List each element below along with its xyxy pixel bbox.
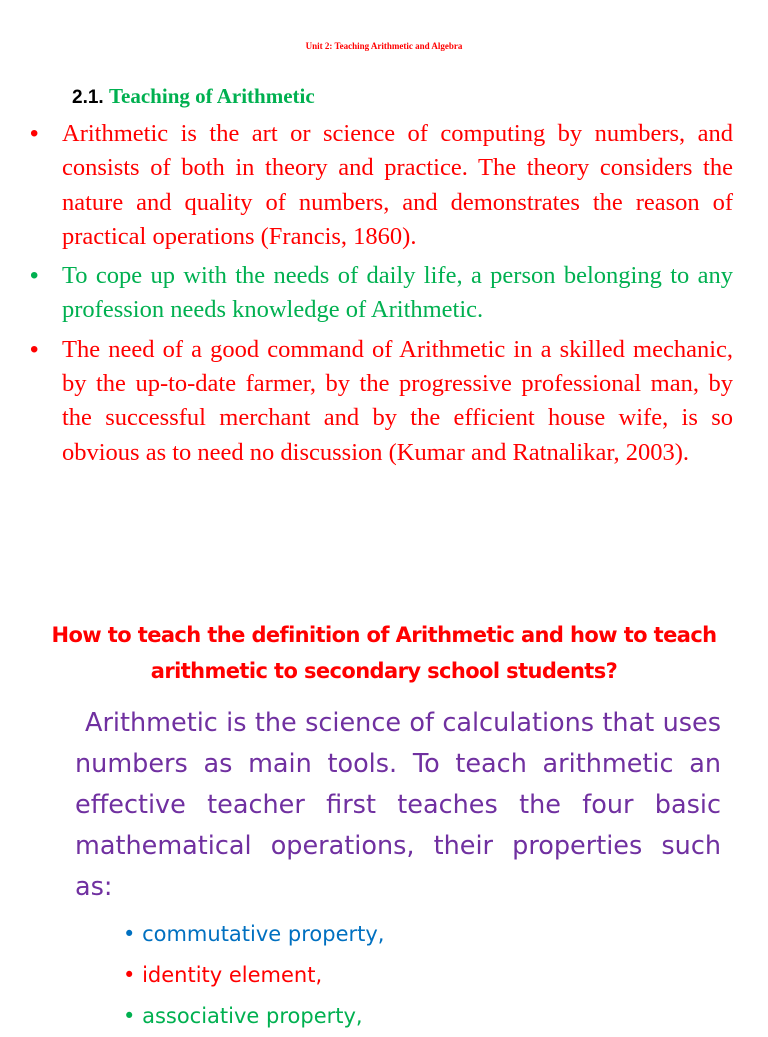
question-heading: How to teach the definition of Arithmetic and how to teach arithmetic to secondary school students? [51, 623, 717, 683]
bullet-list [30, 117, 733, 475]
bullet-icon: • [30, 262, 39, 290]
body-paragraph: Arithmetic is the science of calculations that uses numbers as main tools. To teach arithmetic an effective teacher first teaches the four basic mathematical operations, their properties such as: [75, 708, 721, 902]
bullet-icon: • [123, 963, 136, 987]
property-item [123, 996, 384, 1037]
page-header: Unit 2: Teaching Arithmetic and Algebra [305, 41, 463, 51]
bullet-text: Arithmetic is the art or science of computing by numbers, and consists of both in theory and practice. The theory considers the nature and quality of numbers, and demonstrates the reason of practical operations (Francis, 1860). [62, 120, 733, 250]
bullet-text: The need of a good command of Arithmetic in a skilled mechanic, by the up-to-date farmer, by the progressive professional man, by the successful merchant and by the efficient house wife, is so obvious as to need no discussion (Kumar and Ratnalikar, 2003). [62, 335, 733, 466]
property-text: associative property, [142, 1004, 363, 1028]
bullet-item [30, 259, 733, 328]
bullet-item [30, 117, 733, 254]
section-heading [72, 84, 315, 109]
bullet-item [30, 333, 733, 470]
bullet-text: To cope up with the needs of daily life, a person belonging to any profession needs knowledge of Arithmetic. [62, 262, 733, 324]
property-text: identity element, [142, 963, 323, 987]
properties-list [123, 914, 384, 1037]
property-text: commutative property, [142, 922, 385, 946]
property-item [123, 914, 384, 955]
bullet-icon: • [30, 120, 39, 147]
bullet-icon: • [123, 1004, 136, 1028]
section-title: Teaching of Arithmetic [108, 84, 315, 108]
property-item [123, 955, 384, 996]
bullet-icon: • [30, 335, 39, 363]
bullet-icon: • [123, 922, 136, 946]
section-number: 2.1. [72, 87, 104, 108]
